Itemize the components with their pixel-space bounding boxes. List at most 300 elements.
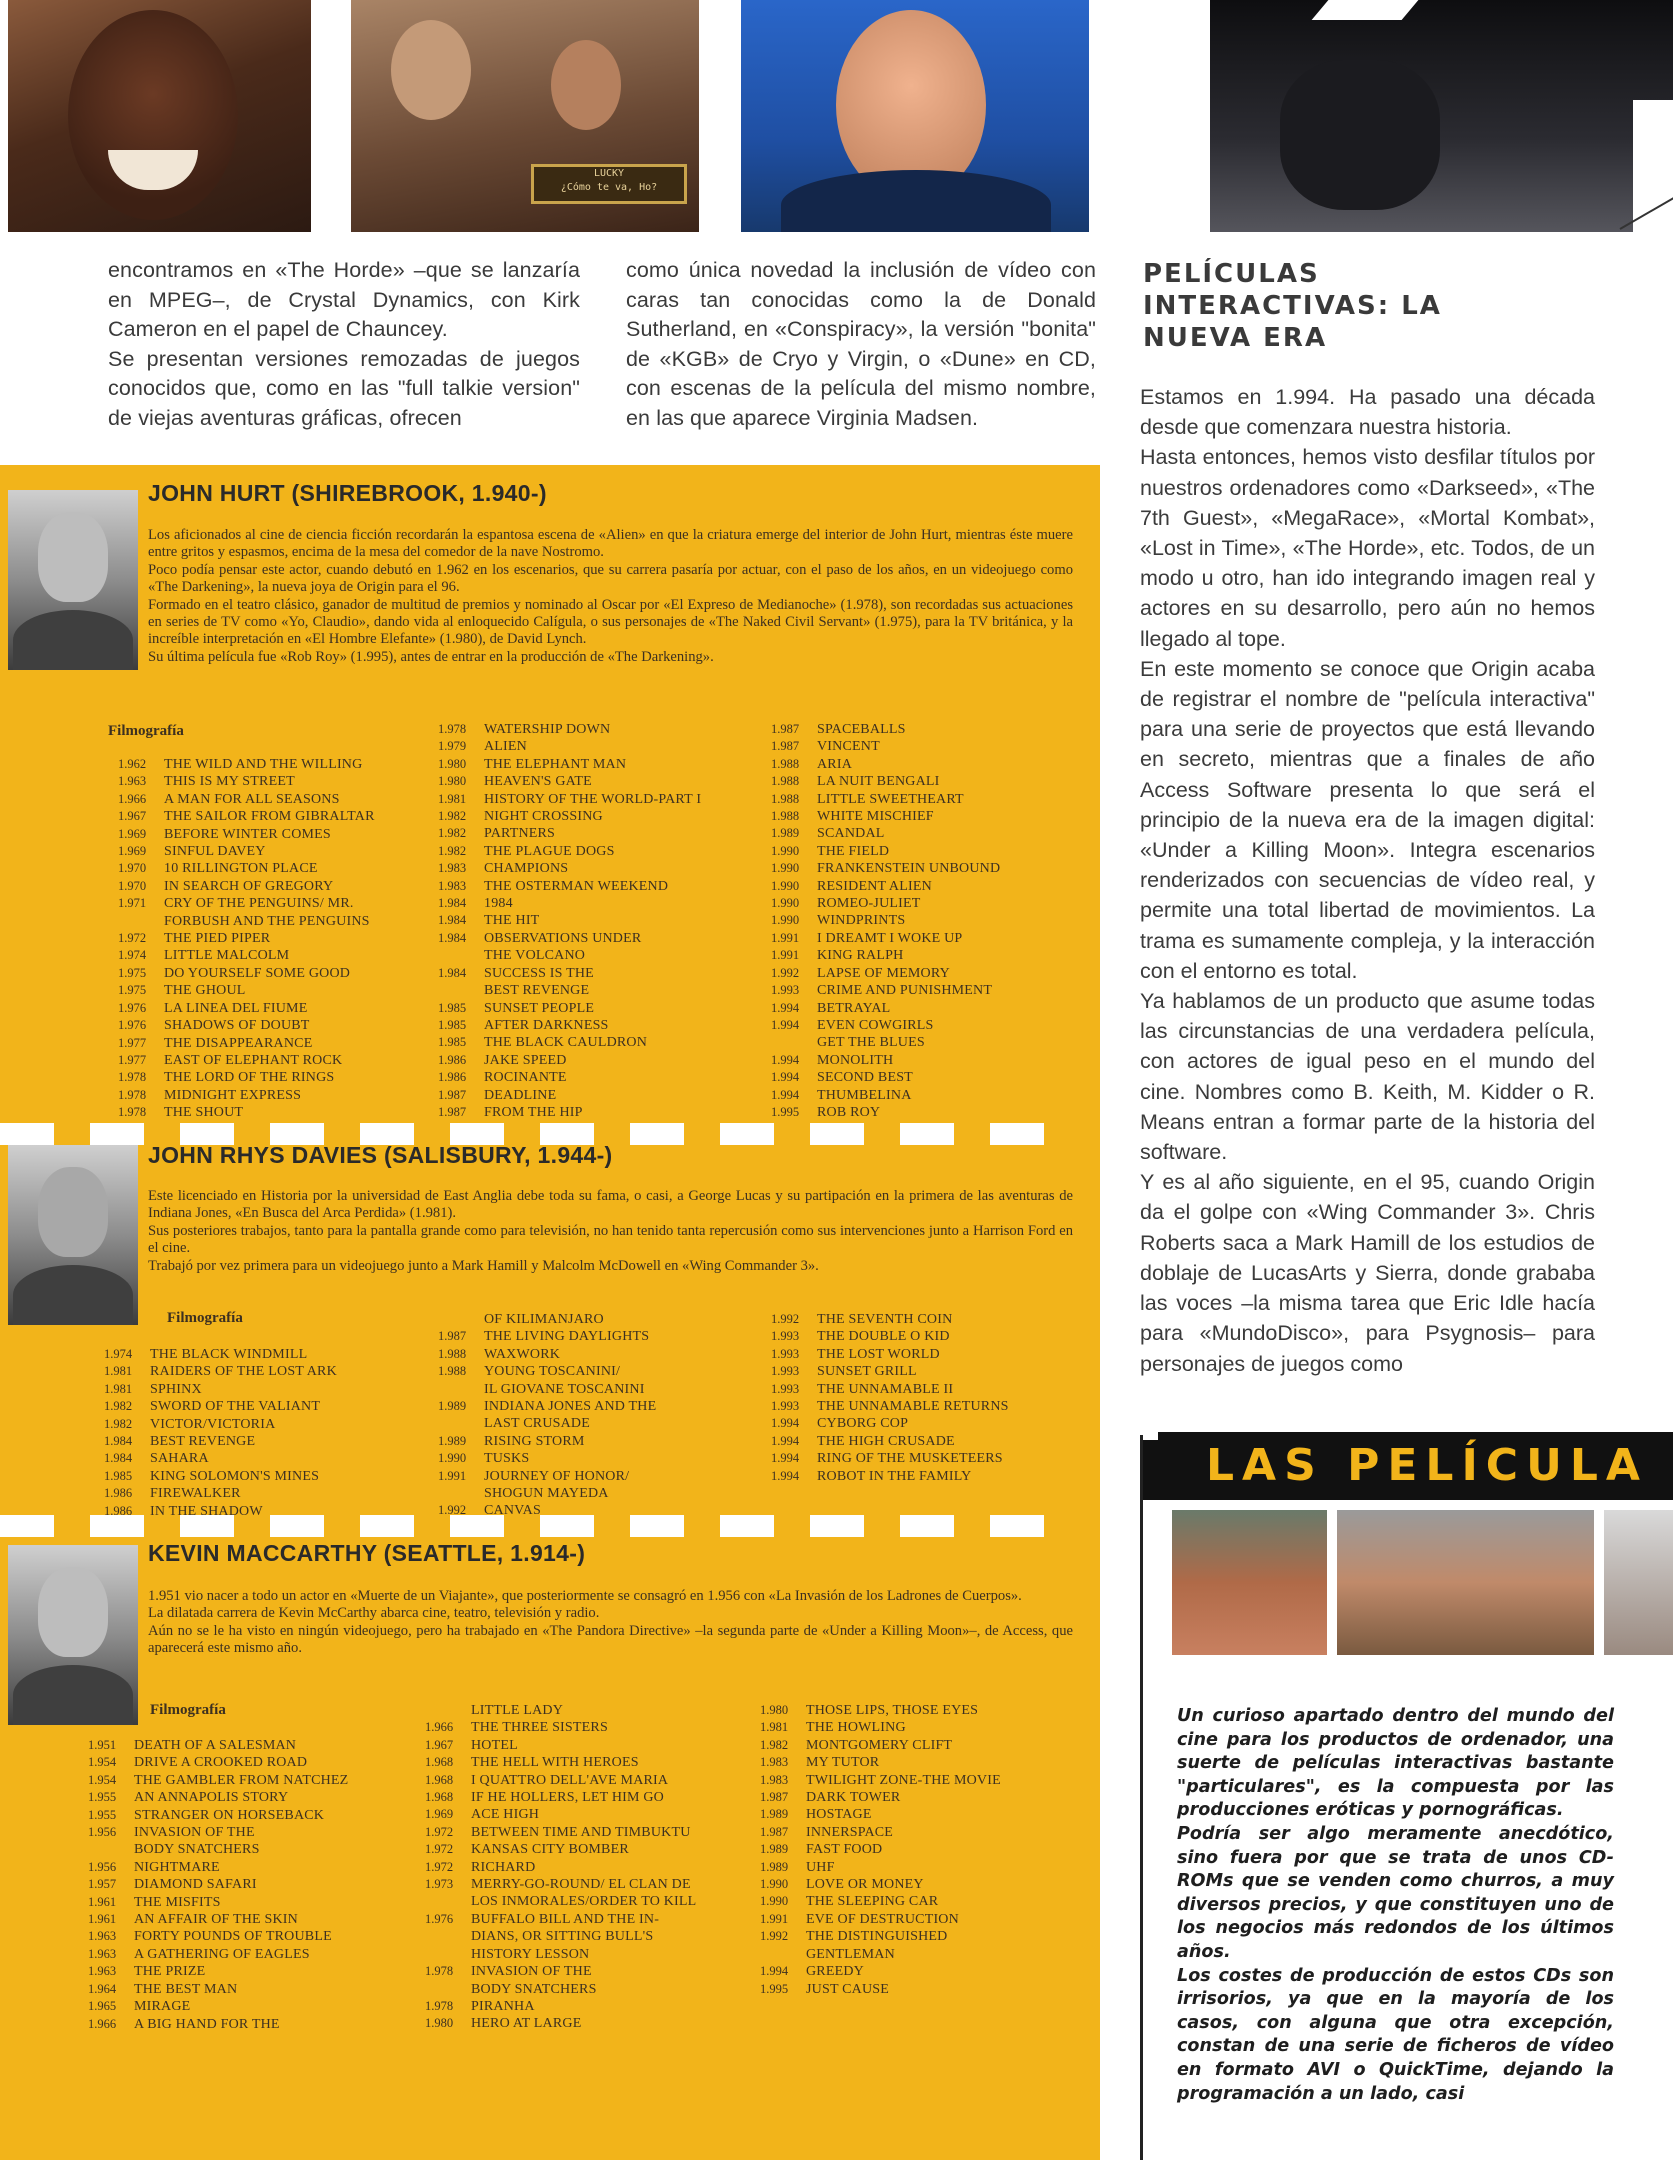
film-year: 1.989 xyxy=(438,1399,467,1414)
film-year: 1.976 xyxy=(118,1000,147,1015)
actor-shirt-shape xyxy=(781,170,1051,232)
character-face-image xyxy=(391,20,471,120)
filmography-entry xyxy=(118,1000,375,1017)
film-title: RICHARD xyxy=(471,1859,536,1875)
film-year xyxy=(438,982,484,999)
bio-paragraph: Su última película fue «Rob Roy» (1.995), antes de entrar en la producción de «The Darkening». xyxy=(148,648,714,665)
filmography-entry xyxy=(771,1069,1000,1086)
filmography-entry xyxy=(88,1928,348,1945)
filmography-entry xyxy=(425,1754,696,1771)
filmography-entry xyxy=(425,1911,696,1928)
film-title: HERO AT LARGE xyxy=(471,2016,582,2032)
film-year: 1.973 xyxy=(425,1877,454,1892)
filmography-entry xyxy=(771,1381,1009,1398)
film-year: 1.990 xyxy=(771,878,800,893)
film-year: 1.989 xyxy=(760,1842,789,1857)
filmography-entry xyxy=(438,1433,656,1450)
film-title: IN SEARCH OF GREGORY xyxy=(164,878,334,894)
filmography-entry xyxy=(118,808,375,825)
filmography-entry xyxy=(88,1807,348,1824)
filmography-entry xyxy=(425,1963,696,1980)
film-title: THE OSTERMAN WEEKEND xyxy=(484,878,669,894)
film-year: 1.961 xyxy=(88,1894,117,1909)
film-year: 1.968 xyxy=(425,1755,454,1770)
filmography-entry xyxy=(771,1450,1009,1467)
sidebar-image-2 xyxy=(1337,1510,1594,1655)
film-title: ALIEN xyxy=(484,739,527,755)
film-year: 1.972 xyxy=(425,1859,454,1874)
film-title: THE SAILOR FROM GIBRALTAR xyxy=(164,809,375,825)
filmography-entry xyxy=(438,1104,701,1121)
filmography-entry xyxy=(771,1017,1000,1034)
filmography-entry xyxy=(118,1069,375,1086)
film-title: ROB ROY xyxy=(817,1104,881,1120)
film-year: 1.964 xyxy=(88,1981,117,1996)
film-year: 1.957 xyxy=(88,1877,117,1892)
filmography-entry xyxy=(760,1928,1001,1945)
filmography-entry xyxy=(438,1450,656,1467)
film-year: 1.966 xyxy=(425,1720,454,1735)
filmography-entry xyxy=(760,1806,1001,1823)
bio-paragraph: Sus posteriores trabajos, tanto para la pantalla grande como para televisión, no han tenido tanta repercusión como sus intervenciones junto a Harrison Ford en el cine. xyxy=(148,1222,1073,1257)
right-column-text xyxy=(1140,382,1595,1379)
film-title: KANSAS CITY BOMBER xyxy=(471,1842,629,1858)
film-title: CYBORG COP xyxy=(817,1416,909,1432)
film-year: 1.984 xyxy=(104,1434,133,1449)
film-title: THE BLACK WINDMILL xyxy=(150,1347,308,1362)
film-title: GENTLEMAN xyxy=(806,1946,895,1962)
film-year: 1.986 xyxy=(104,1503,133,1518)
photo-video-actor xyxy=(741,0,1089,232)
film-year: 1.975 xyxy=(118,965,147,980)
film-year: 1.995 xyxy=(760,1981,789,1996)
film-year: 1.990 xyxy=(771,861,800,876)
film-title: INVASION OF THE xyxy=(471,1964,592,1980)
filmography-entry xyxy=(438,1000,701,1017)
film-title: IL GIOVANE TOSCANINI xyxy=(484,1381,645,1397)
filmography-column xyxy=(771,721,1000,1121)
sidebar-text xyxy=(1177,1705,1614,2106)
photo-the-horde xyxy=(8,0,311,232)
film-year xyxy=(438,1381,484,1398)
filmography-entry xyxy=(771,825,1000,842)
film-title: TWILIGHT ZONE-THE MOVIE xyxy=(806,1772,1001,1788)
filmography-entry xyxy=(771,912,1000,929)
portrait-kevin-mccarthy xyxy=(8,1545,138,1725)
film-title: BEST REVENGE xyxy=(484,983,590,999)
film-year: 1.984 xyxy=(438,965,467,980)
film-title: AN ANNAPOLIS STORY xyxy=(134,1790,289,1806)
film-title: WINDPRINTS xyxy=(817,913,906,929)
film-title: THOSE LIPS, THOSE EYES xyxy=(806,1703,979,1718)
filmography-entry xyxy=(771,1346,1009,1363)
filmography-entry xyxy=(438,1363,656,1380)
filmography-entry xyxy=(438,965,701,982)
game-dialog-name: LUCKY xyxy=(593,168,625,179)
film-title: WAXWORK xyxy=(484,1346,561,1362)
film-year: 1.982 xyxy=(104,1399,133,1414)
filmography-entry xyxy=(771,965,1000,982)
film-title: VINCENT xyxy=(817,739,880,755)
film-title: THE DISTINGUISHED xyxy=(806,1929,948,1945)
film-year: 1.989 xyxy=(760,1859,789,1874)
film-title: HEAVEN'S GATE xyxy=(484,774,592,790)
filmography-entry xyxy=(104,1346,337,1363)
film-title: LA NUIT BENGALI xyxy=(817,774,940,790)
film-title: KING SOLOMON'S MINES xyxy=(150,1468,320,1484)
film-title: INDIANA JONES AND THE xyxy=(484,1399,657,1415)
character-woman-image xyxy=(551,40,621,130)
filmography-label: Filmografía xyxy=(108,723,184,739)
filmography-entry xyxy=(771,860,1000,877)
film-year: 1.988 xyxy=(438,1346,467,1361)
filmography-entry xyxy=(88,1894,348,1911)
film-year: 1.983 xyxy=(760,1755,789,1770)
film-title: THE HELL WITH HEROES xyxy=(471,1755,639,1771)
filmography-entry xyxy=(438,1069,701,1086)
filmography-entry xyxy=(104,1503,337,1520)
film-year: 1.988 xyxy=(771,809,800,824)
sidebar-image-3 xyxy=(1604,1510,1673,1655)
film-title: THIS IS MY STREET xyxy=(164,774,295,790)
filmography-entry xyxy=(438,1485,656,1502)
film-title: THE LORD OF THE RINGS xyxy=(164,1070,335,1086)
film-title: PIRANHA xyxy=(471,1998,535,2014)
film-title: MONTGOMERY CLIFT xyxy=(806,1737,953,1753)
filmography-entry xyxy=(438,756,701,773)
right-p3: En este momento se conoce que Origin acaba de registrar el nombre de "película interactiva" para una serie de proyectos que está llevando en secreto, mientras que a finales de año Access Software presenta lo que será el principio de la nueva era de la imagen digital: «Under a Killing Moon». Integra escenarios renderizados con secuencias de vídeo real, y permite una total libertad de movimientos. La trama es sumamente compleja, y la interacción con el entorno es total. xyxy=(1140,656,1595,983)
filmography-entry xyxy=(438,895,701,912)
film-year: 1.985 xyxy=(438,1017,467,1032)
photo-dark-scene xyxy=(1130,0,1673,232)
filmography-entry xyxy=(425,1806,696,1823)
film-year xyxy=(425,1946,471,1963)
film-year: 1.963 xyxy=(88,1964,117,1979)
film-title: LOVE OR MONEY xyxy=(806,1877,924,1893)
film-title: OF KILIMANJARO xyxy=(484,1312,604,1327)
film-year: 1.976 xyxy=(118,1018,147,1033)
filmography-entry xyxy=(438,1346,656,1363)
filmography-entry xyxy=(438,1087,701,1104)
filmography-entry xyxy=(760,1911,1001,1928)
film-year: 1.991 xyxy=(438,1468,467,1483)
film-title: THE PLAGUE DOGS xyxy=(484,843,615,859)
film-title: BODY SNATCHERS xyxy=(134,1842,260,1858)
film-title: THE LOST WORLD xyxy=(817,1346,940,1362)
film-year: 1.951 xyxy=(88,1738,117,1752)
bio-paragraph: Formado en el teatro clásico, ganador de multitud de premios y nominado al Oscar por «El Expreso de Medianoche» (1.978), son recordadas sus actuaciones en series de TV como «Yo, Claudio», dando vida al enloquecido Calígula, o sus personajes de «The Naked Civil Servant» (1.975), para la TV británica, y la increíble interpretación en «El Hombre Elefante» (1.980), de David Lynch. xyxy=(148,596,1073,648)
filmography-entry xyxy=(760,1737,1001,1754)
bio-title-john-hurt: JOHN HURT (SHIREBROOK, 1.940-) xyxy=(148,480,547,506)
film-title: DEATH OF A SALESMAN xyxy=(134,1738,297,1753)
filmography-entry xyxy=(104,1381,337,1398)
filmography-entry xyxy=(88,1824,348,1841)
film-year: 1.971 xyxy=(118,896,147,911)
film-title: NIGHT CROSSING xyxy=(484,809,603,825)
film-year: 1.981 xyxy=(760,1720,789,1735)
film-title: LAST CRUSADE xyxy=(484,1416,590,1432)
film-year: 1.986 xyxy=(438,1052,467,1067)
film-title: SECOND BEST xyxy=(817,1070,913,1086)
film-title: EVE OF DESTRUCTION xyxy=(806,1911,959,1927)
filmography-entry xyxy=(771,1104,1000,1121)
filmography-entry xyxy=(771,773,1000,790)
filmography-entry xyxy=(771,1398,1009,1415)
film-title: WATERSHIP DOWN xyxy=(484,722,611,737)
film-title: THE GAMBLER FROM NATCHEZ xyxy=(134,1772,349,1788)
filmography-entry xyxy=(438,1311,656,1328)
film-title: THE SLEEPING CAR xyxy=(806,1894,939,1910)
film-year: 1.985 xyxy=(104,1468,133,1483)
page-gap xyxy=(1130,0,1210,232)
filmography-entry xyxy=(118,1052,375,1069)
film-year xyxy=(438,947,484,964)
film-title: RAIDERS OF THE LOST ARK xyxy=(150,1364,337,1380)
filmography-entry xyxy=(438,1415,656,1432)
filmography-entry xyxy=(438,1017,701,1034)
filmography-entry xyxy=(771,878,1000,895)
film-year: 1.985 xyxy=(438,1000,467,1015)
film-title: THE WILD AND THE WILLING xyxy=(164,757,363,772)
film-year: 1.984 xyxy=(438,913,467,928)
film-title: CRY OF THE PENGUINS/ MR. xyxy=(164,896,354,912)
game-dialog-box xyxy=(531,164,687,204)
film-title: MERRY-GO-ROUND/ EL CLAN DE xyxy=(471,1877,691,1893)
film-title: YOUNG TOSCANINI/ xyxy=(484,1364,621,1380)
film-year: 1.984 xyxy=(438,930,467,945)
bio-title-john-rhys-davies: JOHN RHYS DAVIES (SALISBURY, 1.944-) xyxy=(148,1142,613,1168)
filmography-entry xyxy=(438,843,701,860)
film-year: 1.987 xyxy=(771,739,800,754)
filmography-entry xyxy=(88,1981,348,1998)
film-title: TUSKS xyxy=(484,1451,530,1467)
film-year: 1.994 xyxy=(771,1433,800,1448)
film-year: 1.978 xyxy=(425,1998,454,2013)
film-year: 1.981 xyxy=(104,1381,133,1396)
filmography-entry xyxy=(438,808,701,825)
bio-paragraph: La dilatada carrera de Kevin McCarthy abarca cine, teatro, televisión y radio. xyxy=(148,1605,600,1622)
film-title: 1984 xyxy=(484,896,513,912)
film-year: 1.986 xyxy=(438,1070,467,1085)
filmography-entry xyxy=(425,2015,696,2032)
filmography-entry xyxy=(760,1789,1001,1806)
film-year: 1.969 xyxy=(425,1807,454,1822)
filmography-entry xyxy=(118,1087,375,1104)
film-title: THE HIGH CRUSADE xyxy=(817,1433,955,1449)
filmography-entry xyxy=(118,930,375,947)
sidebar-p2: Podría ser algo meramente anecdótico, sino fuera por que se trata de unos CD-ROMs que se venden como churros, a muy diversos precios, y que constituyen uno de los negocios más redondos de los últimos años. xyxy=(1177,1823,1614,1962)
film-title: THE PIED PIPER xyxy=(164,931,271,947)
film-year: 1.974 xyxy=(104,1347,133,1361)
film-year: 1.992 xyxy=(438,1503,467,1518)
film-year: 1.990 xyxy=(771,913,800,928)
film-title: THE SHOUT xyxy=(164,1105,244,1121)
film-title: CHAMPIONS xyxy=(484,861,569,877)
filmography-entry xyxy=(760,1824,1001,1841)
film-year: 1.989 xyxy=(771,826,800,841)
filmography-entry xyxy=(425,1737,696,1754)
section-heading: PELÍCULAS INTERACTIVAS: LA NUEVA ERA xyxy=(1143,259,1442,353)
film-year: 1.970 xyxy=(118,861,147,876)
film-title: FORBUSH AND THE PENGUINS xyxy=(164,913,370,929)
filmography-entry xyxy=(118,843,375,860)
filmography-entry xyxy=(118,895,375,912)
film-title: SHADOWS OF DOUBT xyxy=(164,1018,310,1034)
filmography-entry xyxy=(104,1363,337,1380)
filmography-entry xyxy=(438,1052,701,1069)
intro-col1-p1: encontramos en «The Horde» –que se lanzaría en MPEG–, de Crystal Dynamics, con Kirk Cameron en el papel de Chauncey. xyxy=(108,258,580,341)
film-year: 1.992 xyxy=(771,1312,800,1326)
filmography-column xyxy=(771,1311,1009,1485)
filmography-entry xyxy=(771,982,1000,999)
filmography-entry xyxy=(425,1789,696,1806)
film-year: 1.977 xyxy=(118,1035,147,1050)
film-title: THE SEVENTH COIN xyxy=(817,1312,953,1327)
filmography-entry xyxy=(760,1893,1001,1910)
filmography-entry xyxy=(425,1893,696,1910)
film-title: MIDNIGHT EXPRESS xyxy=(164,1087,302,1103)
filmography-entry xyxy=(438,1468,656,1485)
filmography-entry xyxy=(118,860,375,877)
filmography-entry xyxy=(118,878,375,895)
film-title: INVASION OF THE xyxy=(134,1825,255,1841)
filmography-entry xyxy=(118,1017,375,1034)
portrait-john-rhys-davies xyxy=(8,1145,138,1325)
film-title: THE HOWLING xyxy=(806,1720,906,1736)
film-title: DARK TOWER xyxy=(806,1790,901,1806)
bio-paragraph: Aún no se le ha visto en ningún videojuego, pero ha trabajado en «The Pandora Directive» –la segunda parte de «Under a Killing Moon»–, de Access, que aparecerá este mismo año. xyxy=(148,1622,1073,1657)
film-title: KING RALPH xyxy=(817,948,904,964)
filmography-column xyxy=(438,1311,656,1520)
film-year: 1.969 xyxy=(118,826,147,841)
filmography-entry xyxy=(438,1398,656,1415)
film-year xyxy=(438,1485,484,1502)
film-title: MIRAGE xyxy=(134,1999,191,2015)
film-year: 1.993 xyxy=(771,1364,800,1379)
film-title: SCANDAL xyxy=(817,826,885,842)
right-p5: Y es al año siguiente, en el 95, cuando Origin da el golpe con «Wing Commander 3». Chris Roberts saca a Mark Hamill de los estudios de doblaje de LucasArts y Sierra, donde grababa las voces –la misma tarea que Eric Idle hacía para «MundoDisco», para Psygnosis– para personajes de juegos como xyxy=(1140,1170,1595,1376)
sidebar-title: LAS PELÍCULA xyxy=(1158,1432,1673,1500)
filmography-entry xyxy=(104,1485,337,1502)
filmography-entry xyxy=(438,738,701,755)
film-year: 1.989 xyxy=(760,1807,789,1822)
film-year: 1.994 xyxy=(771,1087,800,1102)
film-year: 1.987 xyxy=(438,1329,467,1344)
film-title: STRANGER ON HORSEBACK xyxy=(134,1807,325,1823)
filmography-entry xyxy=(425,1946,696,1963)
film-title: LITTLE MALCOLM xyxy=(164,948,290,964)
film-title: FROM THE HIP xyxy=(484,1104,583,1120)
film-title: DEADLINE xyxy=(484,1087,557,1103)
bio-text-john-hurt xyxy=(148,527,1073,666)
film-title: THUMBELINA xyxy=(817,1087,912,1103)
film-year: 1.963 xyxy=(118,774,147,789)
film-title: SUNSET GRILL xyxy=(817,1364,917,1380)
film-title: A GATHERING OF EAGLES xyxy=(134,1946,310,1962)
filmography-entry xyxy=(88,1963,348,1980)
film-year: 1.968 xyxy=(425,1790,454,1805)
film-title: BETRAYAL xyxy=(817,1000,891,1016)
film-title: CRIME AND PUNISHMENT xyxy=(817,983,993,999)
film-year: 1.991 xyxy=(760,1911,789,1926)
right-p4: Ya hablamos de un producto que asume todas las circunstancias de una verdadera película, con actores de igual peso en el mundo del cine. Nombres como B. Keith, M. Kidder o R. Means entran a formar parte de la historia del software. xyxy=(1140,989,1595,1165)
film-year xyxy=(88,1841,134,1858)
filmography-entry xyxy=(771,930,1000,947)
film-year: 1.963 xyxy=(88,1946,117,1961)
filmography-entry xyxy=(438,930,701,947)
film-title: THE UNNAMABLE RETURNS xyxy=(817,1399,1009,1415)
sidebar-p3: Los costes de producción de estos CDs son irrisorios, ya que en la mayoría de los casos, con alguna que otra excepción, constan de una serie de ficheros de vídeo en formato AVI o QuickTime, dejando la programación a un lado, casi xyxy=(1177,1965,1614,2104)
bio-paragraph: Poco podía pensar este actor, cuando debutó en 1.962 en los escenarios, que su carrera pasaría por actuar, con el paso de los años, en un videojuego como «The Darkening», la nueva joya de Origin para el 96. xyxy=(148,561,1073,596)
film-title: A BIG HAND FOR THE xyxy=(134,2016,280,2032)
film-year: 1.972 xyxy=(425,1824,454,1839)
filmography-entry xyxy=(771,791,1000,808)
film-year: 1.993 xyxy=(771,1381,800,1396)
filmography-entry xyxy=(118,913,375,930)
filmography-entry xyxy=(771,1433,1009,1450)
film-year xyxy=(438,1311,484,1328)
film-year: 1.995 xyxy=(771,1104,800,1119)
filmography-entry xyxy=(104,1468,337,1485)
film-year xyxy=(438,1415,484,1432)
filmography-label: Filmografía xyxy=(150,1702,226,1718)
film-year xyxy=(760,1946,806,1963)
film-title: BEST REVENGE xyxy=(150,1434,256,1450)
film-title: LA LINEA DEL FIUME xyxy=(164,1000,308,1016)
film-year: 1.978 xyxy=(438,722,467,736)
filmography-entry xyxy=(88,1998,348,2015)
film-year: 1.962 xyxy=(118,757,147,771)
film-title: LAPSE OF MEMORY xyxy=(817,965,950,981)
light-streak xyxy=(1312,0,1419,20)
filmography-entry xyxy=(438,773,701,790)
film-year: 1.961 xyxy=(88,1912,117,1927)
film-title: THE UNNAMABLE II xyxy=(817,1381,954,1397)
filmography-entry xyxy=(771,738,1000,755)
film-title: GET THE BLUES xyxy=(817,1035,925,1051)
film-title: BODY SNATCHERS xyxy=(471,1981,597,1997)
film-title: THE PRIZE xyxy=(134,1964,206,1980)
filmography-entry xyxy=(425,1719,696,1736)
sidebar-image-1 xyxy=(1172,1510,1327,1655)
film-year: 1.982 xyxy=(438,809,467,824)
filmography-entry xyxy=(771,1415,1009,1432)
filmography-entry xyxy=(88,1737,348,1754)
film-year: 1.986 xyxy=(104,1486,133,1501)
film-title: GREEDY xyxy=(806,1964,864,1980)
film-year: 1.984 xyxy=(104,1451,133,1466)
film-title: ROMEO-JULIET xyxy=(817,896,921,912)
filmography-entry xyxy=(88,1789,348,1806)
filmography-label: Filmografía xyxy=(167,1310,243,1326)
film-year: 1.985 xyxy=(438,1035,467,1050)
film-year: 1.972 xyxy=(118,931,147,946)
film-title: THE BEST MAN xyxy=(134,1981,238,1997)
film-year: 1.977 xyxy=(118,1052,147,1067)
filmography-entry xyxy=(760,1859,1001,1876)
filmography-entry xyxy=(88,1946,348,1963)
filmography-entry xyxy=(771,1087,1000,1104)
film-year: 1.984 xyxy=(438,896,467,911)
film-title: THE ELEPHANT MAN xyxy=(484,756,627,772)
filmography-entry xyxy=(425,1981,696,1998)
film-year xyxy=(425,1893,471,1910)
filmography-column xyxy=(760,1702,1001,1998)
film-year: 1.975 xyxy=(118,983,147,998)
film-title: SUCCESS IS THE xyxy=(484,965,594,981)
film-year: 1.983 xyxy=(760,1772,789,1787)
filmography-entry xyxy=(425,1998,696,2015)
